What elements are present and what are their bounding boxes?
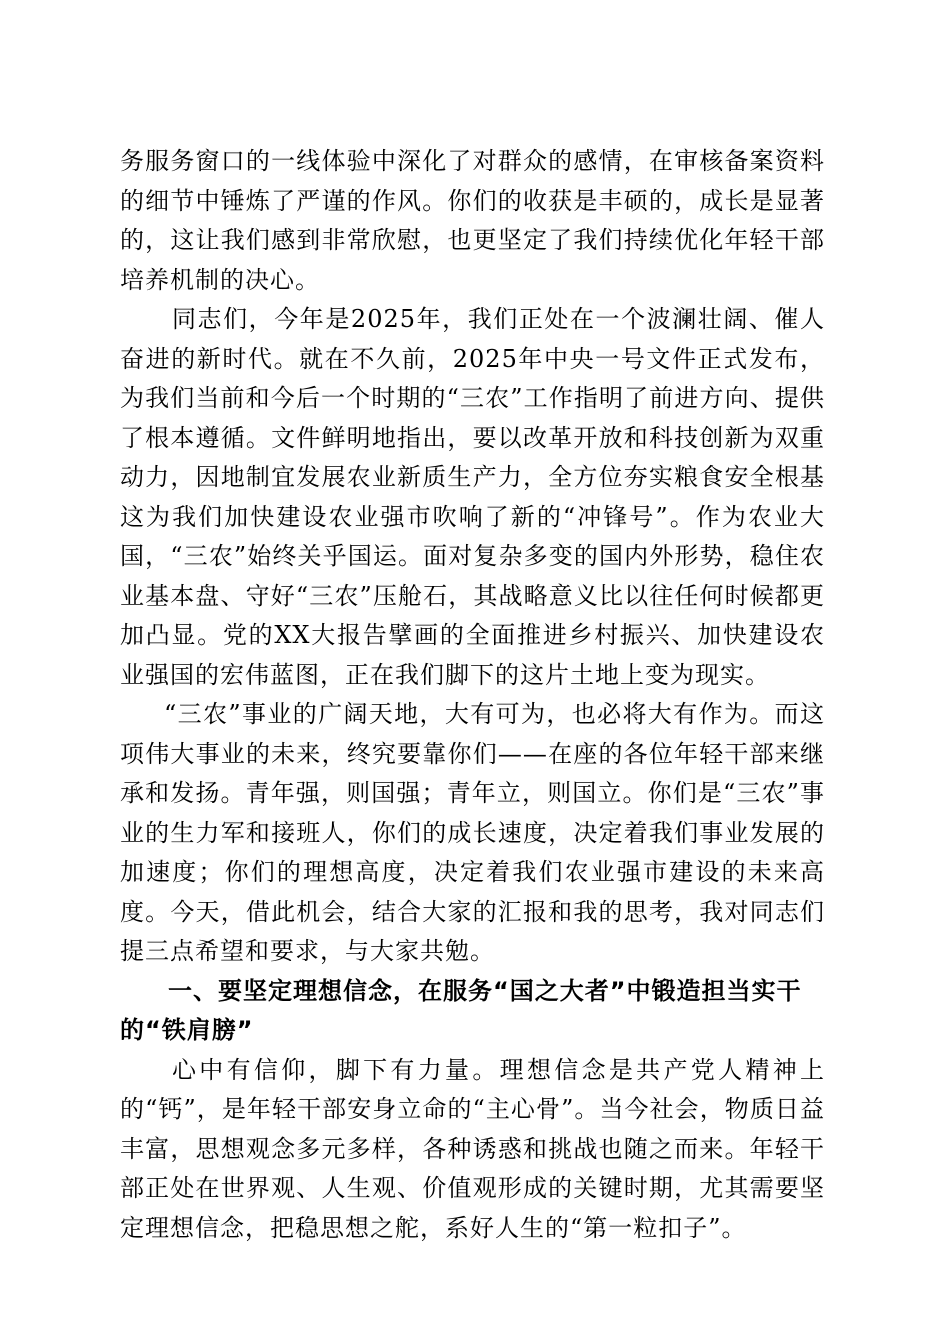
paragraph-context: 同志们，今年是2025年，我们正处在一个波澜壮阔、催人奋进的新时代。就在不久前，2025年中央一号文件正式发布，为我们当前和今后一个时期的“三农”工作指明了前进方向、提供了根本遵循。文件鲜明地指出，要以改革开放和科技创新为双重动力，因地制宜发展农业新质生产力，全方位夯实粮食安全根基这为我们加快建设农业强市吹响了新的“冲锋号”。作为农业大国，“三农”始终关乎国运。面对复杂多变的国内外形势，稳住农业基本盘、守好“三农”压舱石，其战略意义比以往任何时候都更加凸显。党的XX大报告擘画的全面推进乡村振兴、加快建设农业强国的宏伟蓝图，正在我们脚下的这片土地上变为现实。 xyxy=(120,305,825,689)
paragraph-ideals: 心中有信仰，脚下有力量。理想信念是共产党人精神上的“钙”，是年轻干部安身立命的“主心骨”。当今社会，物质日益丰富，思想观念多元多样，各种诱惑和挑战也随之而来。年轻干部正处在世界观、人生观、价值观形成的关键时期，尤其需要坚定理想信念，把稳思想之舵，系好人生的“第一粒扣子”。 xyxy=(120,1055,825,1242)
paragraph-continuation: 务服务窗口的一线体验中深化了对群众的感情，在审核备案资料的细节中锤炼了严谨的作风。你们的收获是丰硕的，成长是显著的，这让我们感到非常欣慰，也更坚定了我们持续优化年轻干部培养机制的决心。 xyxy=(120,147,825,294)
paragraph-youth: “三农”事业的广阔天地，大有可为，也必将大有作为。而这项伟大事业的未来，终究要靠你们——在座的各位年轻干部来继承和发扬。青年强，则国强；青年立，则国立。你们是“三农”事业的生力军和接班人，你们的成长速度，决定着我们事业发展的加速度；你们的理想高度，决定着我们农业强市建设的未来高度。今天，借此机会，结合大家的汇报和我的思考，我对同志们提三点希望和要求，与大家共勉。 xyxy=(120,700,825,965)
document-body xyxy=(120,142,825,1248)
section-heading-one: 一、要坚定理想信念，在服务“国之大者”中锻造担当实干的“铁肩膀” xyxy=(120,976,802,1044)
